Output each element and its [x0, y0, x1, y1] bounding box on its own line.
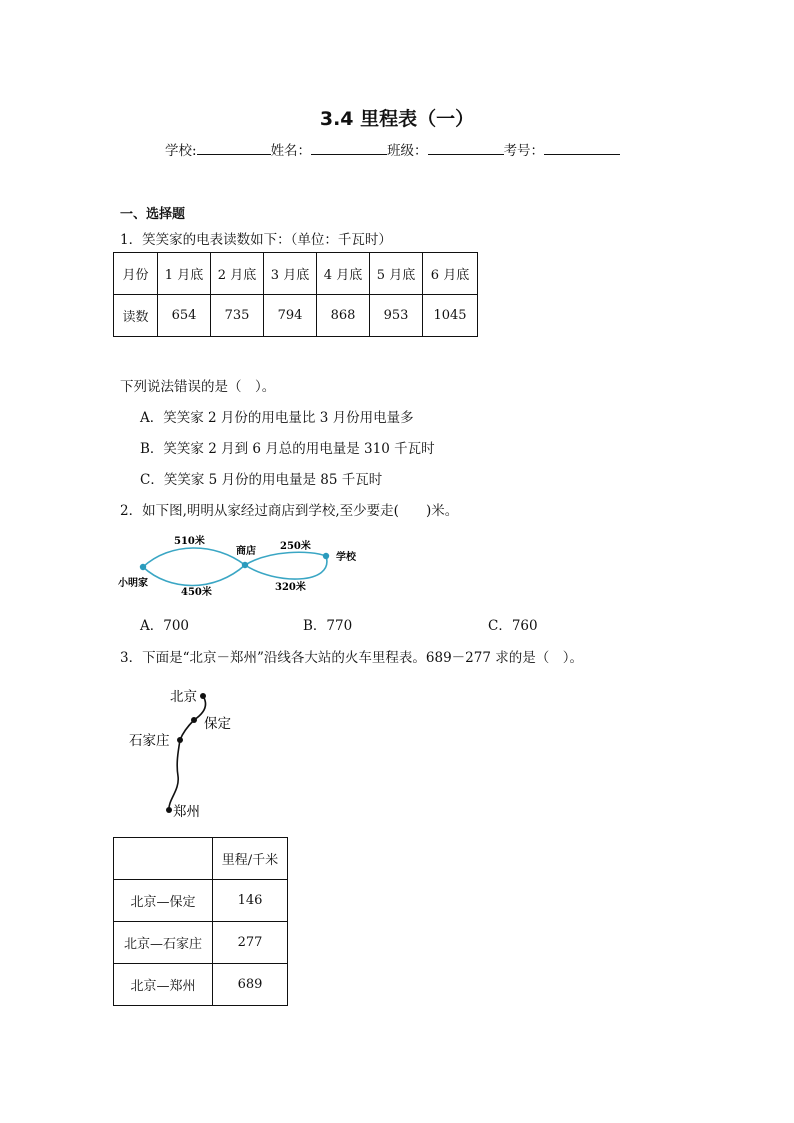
page-title: 3.4 里程表（一）: [319, 108, 475, 130]
q1-cell: 794: [264, 295, 317, 337]
school-label: 学校:: [165, 143, 197, 159]
q1-meter-table: [113, 252, 478, 337]
q3-cell: 北京—保定: [114, 880, 213, 922]
q1-option-a[interactable]: A．笑笑家 2 月份的用电量比 3 月份用电量多: [140, 410, 414, 426]
station-dot-zhengzhou: [166, 807, 172, 813]
school-dot: [323, 553, 329, 559]
q3-cell: 北京—石家庄: [114, 922, 213, 964]
q1-table-row-month: [114, 253, 478, 295]
number-label: 考号：: [503, 143, 545, 159]
q3-cell: 277: [213, 922, 288, 964]
q3-cell: [114, 838, 213, 880]
q1-cell: 3 月底: [264, 253, 317, 295]
q2-option-b[interactable]: B．770: [303, 618, 353, 634]
q1-table-row-reading: [114, 295, 478, 337]
station-dot-shijiazhuang: [177, 737, 183, 743]
number-blank[interactable]: [544, 141, 620, 155]
distance-label: 320米: [275, 582, 306, 593]
school-label: 学校: [336, 552, 356, 563]
q3-table-header-row: [114, 838, 288, 880]
route-diagram: [110, 530, 370, 605]
q3-stem: 3．下面是“北京－郑州”沿线各大站的火车里程表。689－277 求的是（ ）。: [120, 650, 583, 666]
station-label-baoding: 保定: [204, 716, 231, 732]
table-row: [114, 964, 288, 1006]
q1-stem: 1．笑笑家的电表读数如下：（单位：千瓦时）: [120, 232, 392, 248]
home-dot: [140, 564, 146, 570]
q1-option-b[interactable]: B．笑笑家 2 月到 6 月总的用电量是 310 千瓦时: [140, 441, 435, 457]
distance-label: 250米: [280, 541, 311, 552]
q3-cell: 里程/千米: [213, 838, 288, 880]
station-dot-baoding: [191, 717, 197, 723]
name-label: 姓名：: [270, 143, 312, 159]
school-blank[interactable]: [197, 141, 271, 155]
railway-line: [169, 696, 206, 810]
table-row: [114, 922, 288, 964]
q2-stem: 2．如下图,明明从家经过商店到学校,至少要走( )米。: [120, 503, 459, 519]
q1-cell: 654: [158, 295, 211, 337]
q3-cell: 北京—郑州: [114, 964, 213, 1006]
shop-label: 商店: [236, 546, 256, 557]
distance-label: 450米: [181, 587, 212, 598]
q1-cell: 月份: [114, 253, 158, 295]
q1-cell: 735: [211, 295, 264, 337]
q1-cell: 2 月底: [211, 253, 264, 295]
station-label-zhengzhou: 郑州: [173, 804, 200, 820]
q1-cell: 953: [370, 295, 423, 337]
q3-cell: 146: [213, 880, 288, 922]
student-info-line: [165, 139, 620, 159]
q1-cell: 读数: [114, 295, 158, 337]
q3-cell: 689: [213, 964, 288, 1006]
q1-option-c[interactable]: C．笑笑家 5 月份的用电量是 85 千瓦时: [140, 472, 383, 488]
station-label-shijiazhuang: 石家庄: [129, 733, 170, 749]
q3-mileage-table: [113, 837, 288, 1006]
q2-option-a[interactable]: A．700: [140, 618, 190, 634]
name-blank[interactable]: [311, 141, 387, 155]
class-blank[interactable]: [428, 141, 504, 155]
q1-cell: 868: [317, 295, 370, 337]
distance-label: 510米: [174, 536, 205, 547]
q1-cell: 1045: [423, 295, 478, 337]
shop-dot: [242, 562, 248, 568]
q1-cell: 6 月底: [423, 253, 478, 295]
q2-option-c[interactable]: C．760: [488, 618, 538, 634]
q1-cell: 5 月底: [370, 253, 423, 295]
section-title: 一、选择题: [120, 207, 186, 222]
q1-prompt: 下列说法错误的是（ ）。: [120, 379, 276, 395]
class-label: 班级：: [387, 143, 428, 159]
station-dot-beijing: [200, 693, 206, 699]
home-label: 小明家: [118, 578, 148, 589]
table-row: [114, 880, 288, 922]
q1-cell: 1 月底: [158, 253, 211, 295]
q1-cell: 4 月底: [317, 253, 370, 295]
railway-map: [120, 680, 250, 825]
station-label-beijing: 北京: [170, 689, 197, 705]
